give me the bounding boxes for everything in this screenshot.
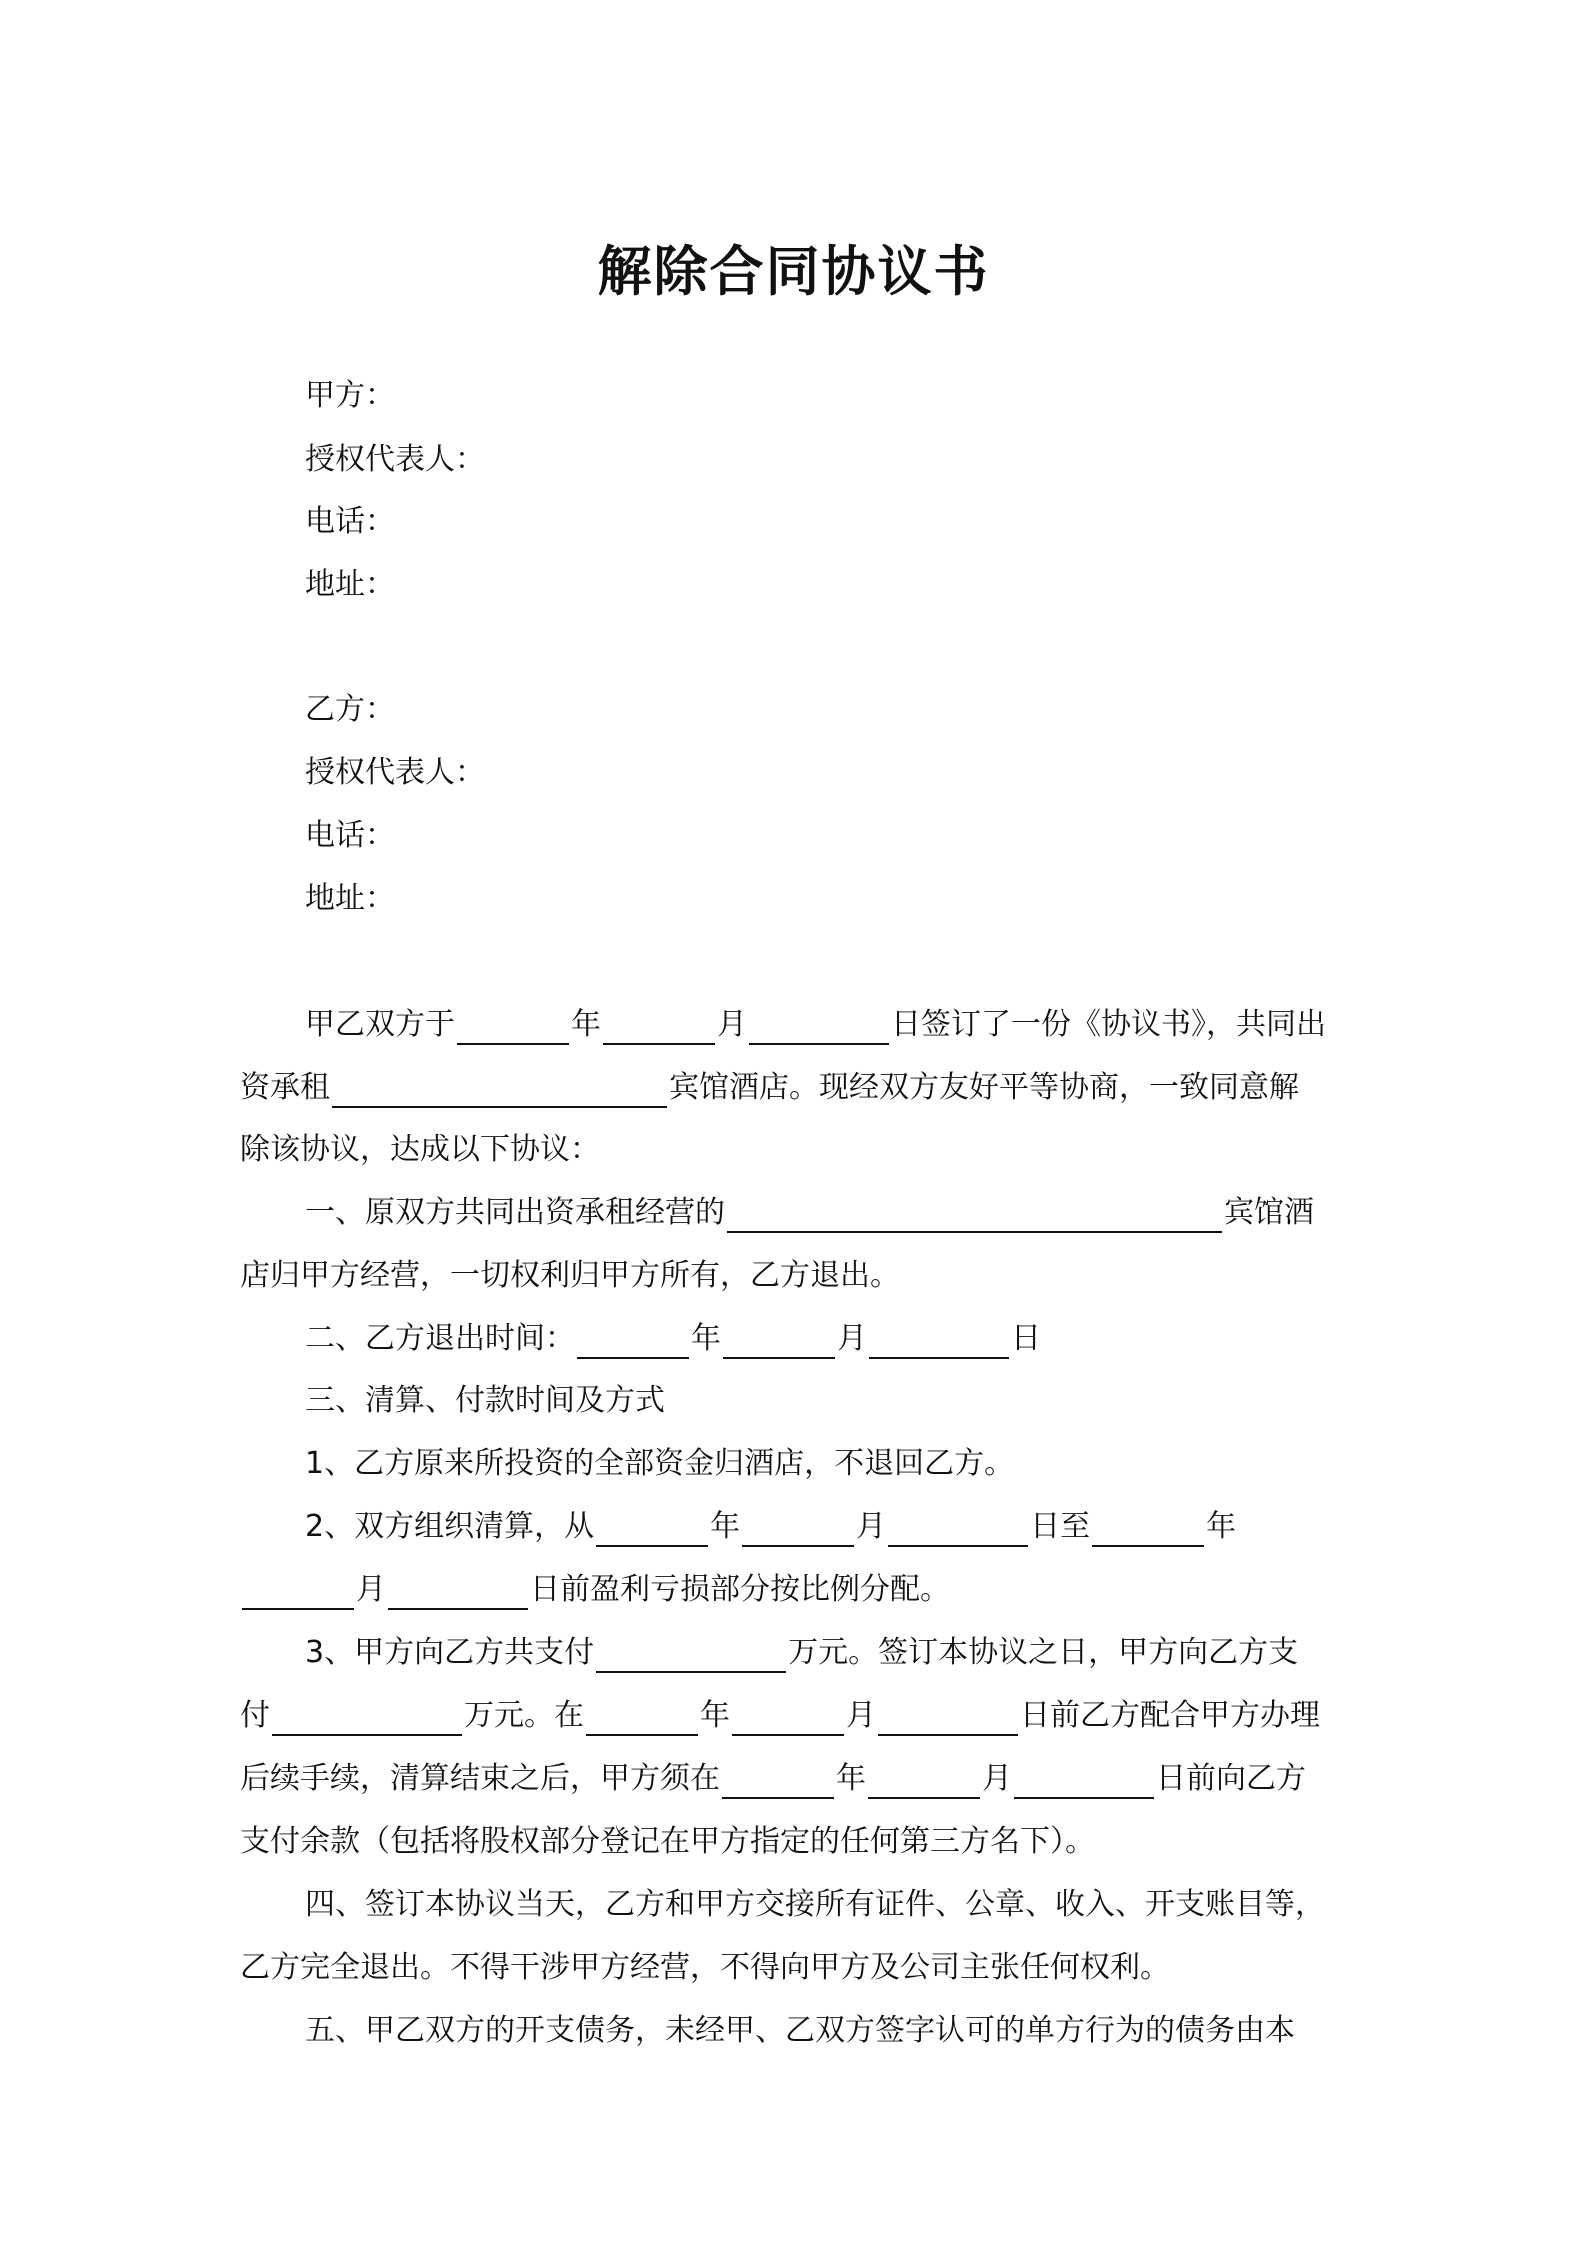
clause-text: 年 [710,1509,741,1544]
party-a-name-label: 甲方： [305,378,395,413]
clause-text: 日 [1011,1321,1041,1356]
clause-3-item-2-line-1 [305,1507,1236,1547]
blank-line [878,1700,1018,1736]
clause-text: 月 [856,1509,887,1544]
clause-text: 付 [240,1698,270,1733]
blank-line [727,1197,1222,1233]
blank-line [272,1700,462,1736]
blank-line [388,1574,528,1610]
blank-line [1014,1763,1154,1799]
party-b-phone-label: 电话： [305,818,395,853]
blank-line [868,1763,980,1799]
clause-text: 年 [1206,1509,1237,1544]
blank-line [577,1323,689,1359]
clause-3-item-2-line-2 [240,1570,950,1610]
clause-text: 万元。在 [464,1698,584,1733]
clause-5-line-1: 五、甲乙双方的开支债务，未经甲、乙双方签字认可的单方行为的债务由本 [305,2013,1295,2048]
clause-text: 3、甲方向乙方共支付 [305,1635,595,1670]
clause-text: 后续手续，清算结束之后，甲方须在 [240,1761,720,1796]
blank-line [723,1323,835,1359]
blank-line [457,1009,569,1045]
clause-3-item-3-line-1 [305,1633,1298,1673]
intro-text: 月 [717,1007,747,1042]
intro-line-2 [240,1068,1299,1108]
document-title: 解除合同协议书 [597,239,990,303]
intro-text: 甲乙双方于 [305,1007,455,1042]
clause-text: 月 [837,1321,867,1356]
intro-text: 宾馆酒店。现经双方友好平等协商，一致同意解 [669,1070,1299,1105]
blank-line [332,1072,667,1108]
blank-line [1092,1511,1204,1547]
clause-text: 年 [700,1698,730,1733]
clause-text: 月 [982,1761,1012,1796]
party-a-rep-label: 授权代表人： [305,442,485,477]
blank-line [749,1009,889,1045]
clause-text: 日前盈利亏损部分按比例分配。 [530,1572,950,1607]
clause-text: 2、双方组织清算，从 [305,1509,595,1544]
blank-line [596,1511,708,1547]
clause-text: 二、乙方退出时间： [305,1321,575,1356]
party-b-address-label: 地址： [305,881,395,916]
intro-text: 年 [571,1007,601,1042]
clause-text: 一、原双方共同出资承租经营的 [305,1195,725,1230]
party-b-rep-label: 授权代表人： [305,755,485,790]
blank-line [603,1009,715,1045]
clause-text: 月 [846,1698,876,1733]
clause-text: 日至 [1030,1509,1091,1544]
party-a-address-label: 地址： [305,567,395,602]
clause-3-item-3-line-4: 支付余款（包括将股权部分登记在甲方指定的任何第三方名下）。 [240,1824,1095,1859]
blank-line [722,1763,834,1799]
blank-line [888,1511,1028,1547]
intro-line-1 [305,1005,1326,1045]
clause-text: 万元。签订本协议之日，甲方向乙方支 [788,1635,1299,1670]
clause-text: 年 [836,1761,866,1796]
intro-text: 日签订了一份《协议书》，共同出 [891,1007,1326,1042]
clause-3-item-1: 1、乙方原来所投资的全部资金归酒店，不退回乙方。 [305,1446,1015,1481]
clause-3-heading: 三、清算、付款时间及方式 [305,1383,665,1418]
party-b-name-label: 乙方： [305,692,395,727]
blank-line [732,1700,844,1736]
blank-line [869,1323,1009,1359]
clause-text: 宾馆酒 [1224,1195,1314,1230]
party-a-phone-label: 电话： [305,504,395,539]
clause-text: 月 [356,1572,386,1607]
clause-text: 日前向乙方 [1156,1761,1306,1796]
clause-4-line-2: 乙方完全退出。不得干涉甲方经营，不得向甲方及公司主张任何权利。 [240,1950,1170,1985]
clause-text: 年 [691,1321,721,1356]
blank-line [242,1574,354,1610]
clause-1-line-1 [305,1193,1314,1233]
clause-text: 日前乙方配合甲方办理 [1020,1698,1320,1733]
blank-line [596,1637,786,1673]
intro-line-3: 除该协议，达成以下协议： [240,1132,600,1167]
blank-line [742,1511,854,1547]
clause-4-line-1: 四、签订本协议当天，乙方和甲方交接所有证件、公章、收入、开支账目等， [305,1887,1325,1922]
clause-3-item-3-line-3 [240,1759,1306,1799]
blank-line [586,1700,698,1736]
intro-text: 资承租 [240,1070,330,1105]
clause-2-line [305,1319,1041,1359]
clause-3-item-3-line-2 [240,1696,1320,1736]
clause-1-line-2: 店归甲方经营，一切权利归甲方所有，乙方退出。 [240,1258,900,1293]
